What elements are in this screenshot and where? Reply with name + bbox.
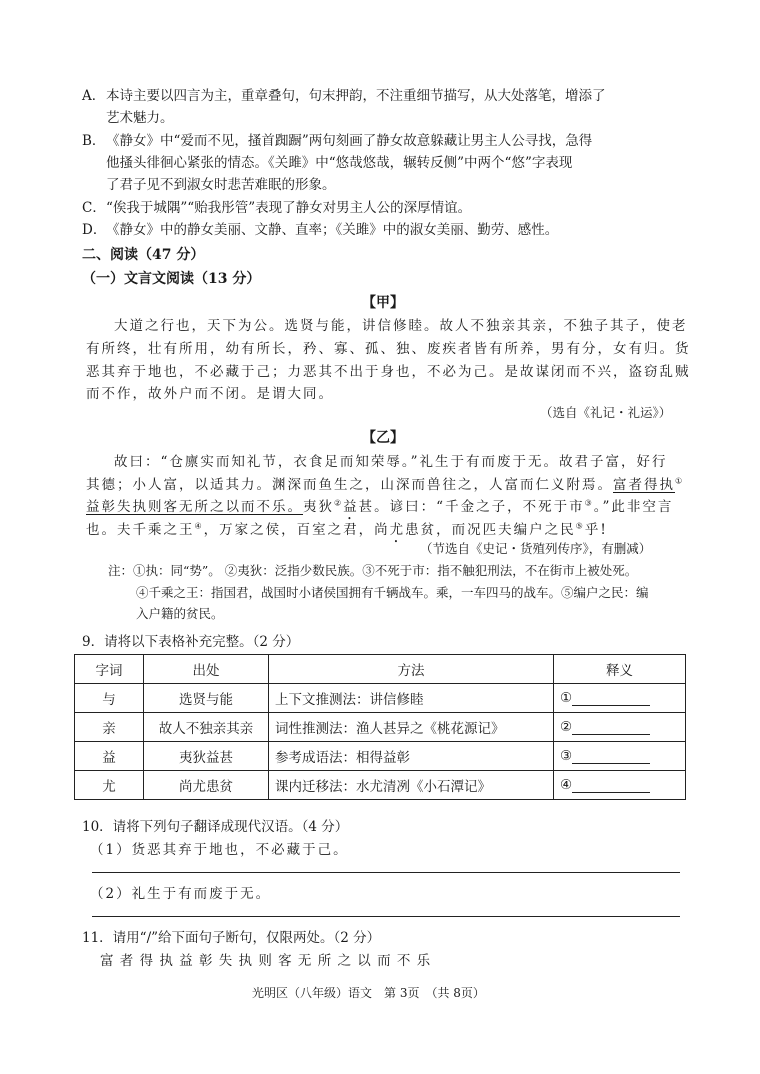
cell-word: 尤 <box>75 771 144 800</box>
footnote-marker-2: ② <box>334 498 344 508</box>
option-b-label: B． <box>82 133 106 149</box>
answer-blank[interactable] <box>572 720 650 735</box>
header-source: 出处 <box>144 655 269 684</box>
option-d-label: D． <box>82 222 107 238</box>
yi-line-3-rest: 甚。谚曰：“千金之子，不死于市 <box>358 499 585 515</box>
q11-sentence: 富 者 得 执 益 彰 失 执 则 客 无 所 之 以 而 不 乐 <box>100 953 432 969</box>
option-c-label: C． <box>82 200 106 216</box>
q10-answer-line-2[interactable] <box>92 916 680 917</box>
q9-table <box>74 654 686 800</box>
yi-line-4-mid: ，万家之侯，百室之君，尚 <box>203 522 390 538</box>
option-c-line-1: “俟我于城隅”“贻我彤管”表现了静女对男主人公的深厚情谊。 <box>106 200 472 216</box>
yi-underlined-sentence-part-2: 益彰失执则客无所之以而不乐。 <box>86 499 303 515</box>
cell-answer[interactable] <box>554 742 686 771</box>
q10-prompt: 10．请将下列句子翻译成现代汉语。（4 分） <box>82 819 349 835</box>
q10-sentence-2: （2）礼生于有而废于无。 <box>90 886 272 902</box>
yi-line-2-text: 其德；小人富，以适其力。渊深而鱼生之，山深而兽往之，人富而仁义附焉。 <box>86 477 613 493</box>
header-method: 方法 <box>269 655 554 684</box>
yi-term-yidi: 夷狄 <box>303 499 334 515</box>
footnote-marker-5: ⑤ <box>575 521 585 531</box>
jia-line-2: 有所终，壮有所用，幼有所长，矜、寡、孤、独、废疾者皆有所养，男有分，女有归。货 <box>86 341 691 357</box>
yi-dotted-word-yi: 益 <box>343 499 359 515</box>
header-meaning: 释义 <box>554 655 686 684</box>
footnote-marker-1: ① <box>675 476 685 486</box>
note-line-1: 注：①执：同“势”。 ②夷狄：泛指少数民族。③不死于市：指不触犯刑法，不在街市上被处死。 <box>108 563 638 578</box>
cell-method: 参考成语法：相得益彰 <box>269 742 554 771</box>
option-a-line-2: 艺术魅力。 <box>106 110 174 126</box>
yi-line-4-rest: 患贫，而况匹夫编户之民 <box>405 522 576 538</box>
yi-title: 【乙】 <box>362 430 404 446</box>
option-d-line-1: 《静女》中的静女美丽、文静、直率；《关雎》中的淑女美丽、勤劳、感性。 <box>106 222 559 238</box>
q9-prompt: 9．请将以下表格补充完整。（2 分） <box>82 634 300 650</box>
footnote-marker-4: ④ <box>194 521 204 531</box>
answer-blank[interactable] <box>572 778 650 793</box>
cell-method: 词性推测法：渔人甚异之《桃花源记》 <box>269 713 554 742</box>
cell-source: 尚尤患贫 <box>144 771 269 800</box>
cell-source <box>144 684 269 713</box>
table-header-row <box>75 655 686 684</box>
cell-word: 亲 <box>75 713 144 742</box>
yi-underlined-sentence-part-1: 富者得执 <box>613 477 675 493</box>
cell-word: 与 <box>75 684 144 713</box>
cell-answer[interactable] <box>554 684 686 713</box>
table-row <box>75 771 686 800</box>
yi-line-4-end: 乎! <box>584 522 608 538</box>
cell-method: 课内迁移法：水尤清冽《小石潭记》 <box>269 771 554 800</box>
answer-marker: ② <box>560 719 573 735</box>
answer-marker: ① <box>560 690 573 706</box>
cell-source: 夷狄益甚 <box>144 742 269 771</box>
page-footer: 光明区（八年级）语文 第 3页 （共 8页） <box>252 986 485 1000</box>
table-row <box>75 742 686 771</box>
yi-line-1: 故曰：“仓廪实而知礼节，衣食足而知荣辱。”礼生于有而废于无。故君子富，好行 <box>114 454 668 470</box>
footnote-marker-3: ③ <box>584 498 594 508</box>
jia-line-1: 大道之行也，天下为公。选贤与能，讲信修睦。故人不独亲其亲，不独子其子，使老 <box>114 318 688 334</box>
table-row <box>75 713 686 742</box>
answer-marker: ③ <box>560 748 573 764</box>
note-line-2: ④千乘之王：指国君，战国时小诸侯国拥有千辆战车。乘，一车四马的战车。⑤编户之民：编 <box>136 585 649 600</box>
cell-answer[interactable] <box>554 713 686 742</box>
subsection-heading: （一）文言文阅读（13 分） <box>82 271 261 287</box>
section-heading: 二、阅读（47 分） <box>82 247 205 263</box>
option-a-label: A． <box>82 88 106 104</box>
cell-answer[interactable] <box>554 771 686 800</box>
option-a-line-1: 本诗主要以四言为主，重章叠句，句末押韵，不注重细节描写，从大处落笔，增添了 <box>106 88 606 104</box>
option-b-line-2: 他搔头徘徊心紧张的情态。《关雎》中“悠哉悠哉，辗转反侧”中两个“悠”字表现 <box>106 155 573 171</box>
q10-sentence-1: （1）货恶其弃于地也，不必藏于己。 <box>90 842 349 858</box>
option-b-line-3: 了君子见不到淑女时悲苦难眠的形象。 <box>106 177 336 193</box>
option-b-line-1: 《静女》中“爱而不见，搔首踟蹰”两句刻画了静女故意躲藏让男主人公寻找，急得 <box>106 133 593 149</box>
header-word: 字词 <box>75 655 144 684</box>
answer-blank[interactable] <box>572 691 650 706</box>
jia-line-3: 恶其弃于地也，不必藏于己；力恶其不出于身也，不必为己。是故谋闭而不兴，盗窃乱贼 <box>86 364 691 380</box>
cell-word: 益 <box>75 742 144 771</box>
answer-blank[interactable] <box>572 749 650 764</box>
table-row <box>75 684 686 713</box>
jia-title: 【甲】 <box>362 295 404 311</box>
yi-line-4-start: 也。夫千乘之王 <box>86 522 195 538</box>
yi-source: （节选自《史记・货殖列传序》，有删减） <box>420 541 652 556</box>
cell-method: 上下文推测法：讲信修睦 <box>269 684 554 713</box>
cell-source: 故人不独亲其亲 <box>144 713 269 742</box>
answer-marker: ④ <box>560 777 573 793</box>
q11-prompt: 11．请用“/”给下面句子断句，仅限两处。（2 分） <box>82 930 381 946</box>
q10-answer-line-1[interactable] <box>92 872 680 873</box>
yi-dotted-word-you: 尤 <box>389 522 406 538</box>
cell-source-text: 选贤与能 <box>179 692 233 708</box>
jia-source: （选自《礼记・礼运》） <box>540 405 672 420</box>
yi-line-3-end: 。”此非空言 <box>593 499 674 515</box>
note-line-3: 入户籍的贫民。 <box>136 606 224 621</box>
jia-line-4: 而不作，故外户而不闭。是谓大同。 <box>86 386 334 402</box>
yi-line-2 <box>86 473 684 493</box>
